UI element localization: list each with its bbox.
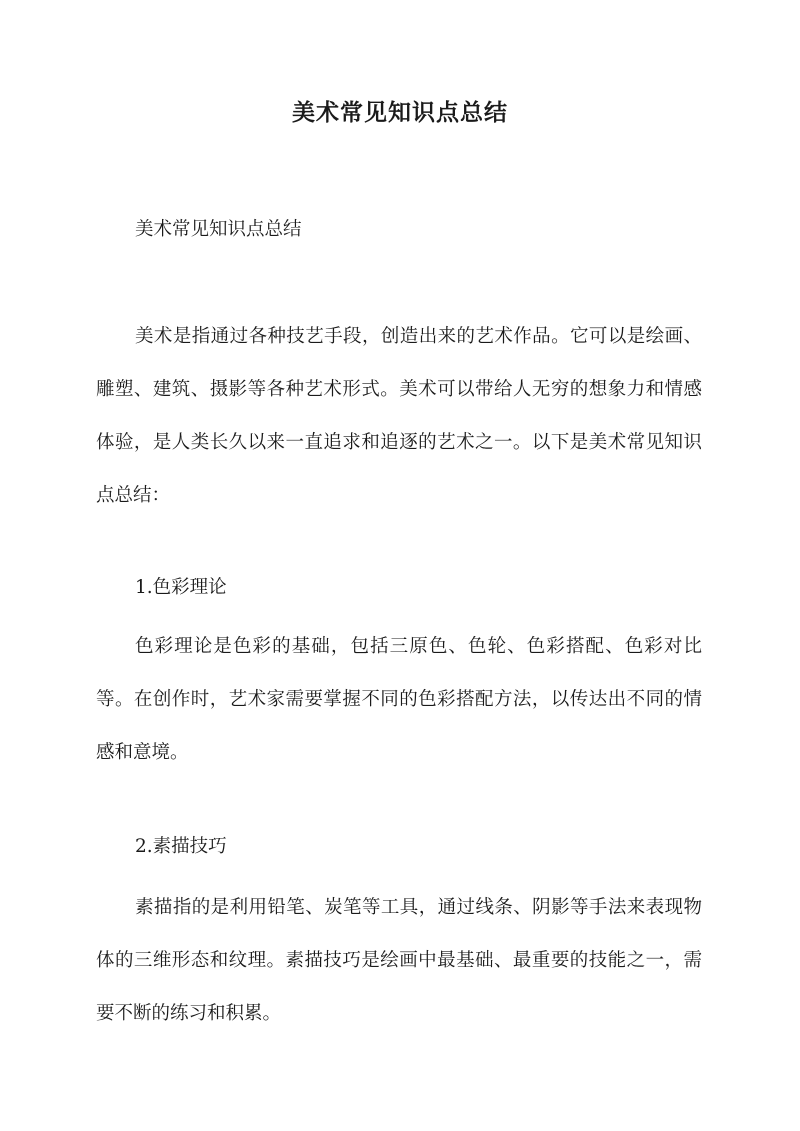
- section-heading-sketching: 2.素描技巧: [135, 836, 227, 857]
- document-title: 美术常见知识点总结: [292, 99, 508, 126]
- section-body-color-theory: 色彩理论是色彩的基础，包括三原色、色轮、色彩搭配、色彩对比等。在创作时，艺术家需要掌握不同的色彩搭配方法，以传达出不同的情感和意境。: [96, 636, 702, 763]
- section-body-sketching: 素描指的是利用铅笔、炭笔等工具，通过线条、阴影等手法来表现物体的三维形态和纹理。素描技巧是绘画中最基础、最重要的技能之一，需要不断的练习和积累。: [96, 897, 702, 1024]
- document-subtitle: 美术常见知识点总结: [135, 219, 302, 240]
- intro-paragraph: 美术是指通过各种技艺手段，创造出来的艺术作品。它可以是绘画、雕塑、建筑、摄影等各种艺术形式。美术可以带给人无穷的想象力和情感体验，是人类长久以来一直追求和追逐的艺术之一。以下是美术常见知识点总结：: [96, 326, 702, 506]
- section-heading-color-theory: 1.色彩理论: [135, 577, 227, 598]
